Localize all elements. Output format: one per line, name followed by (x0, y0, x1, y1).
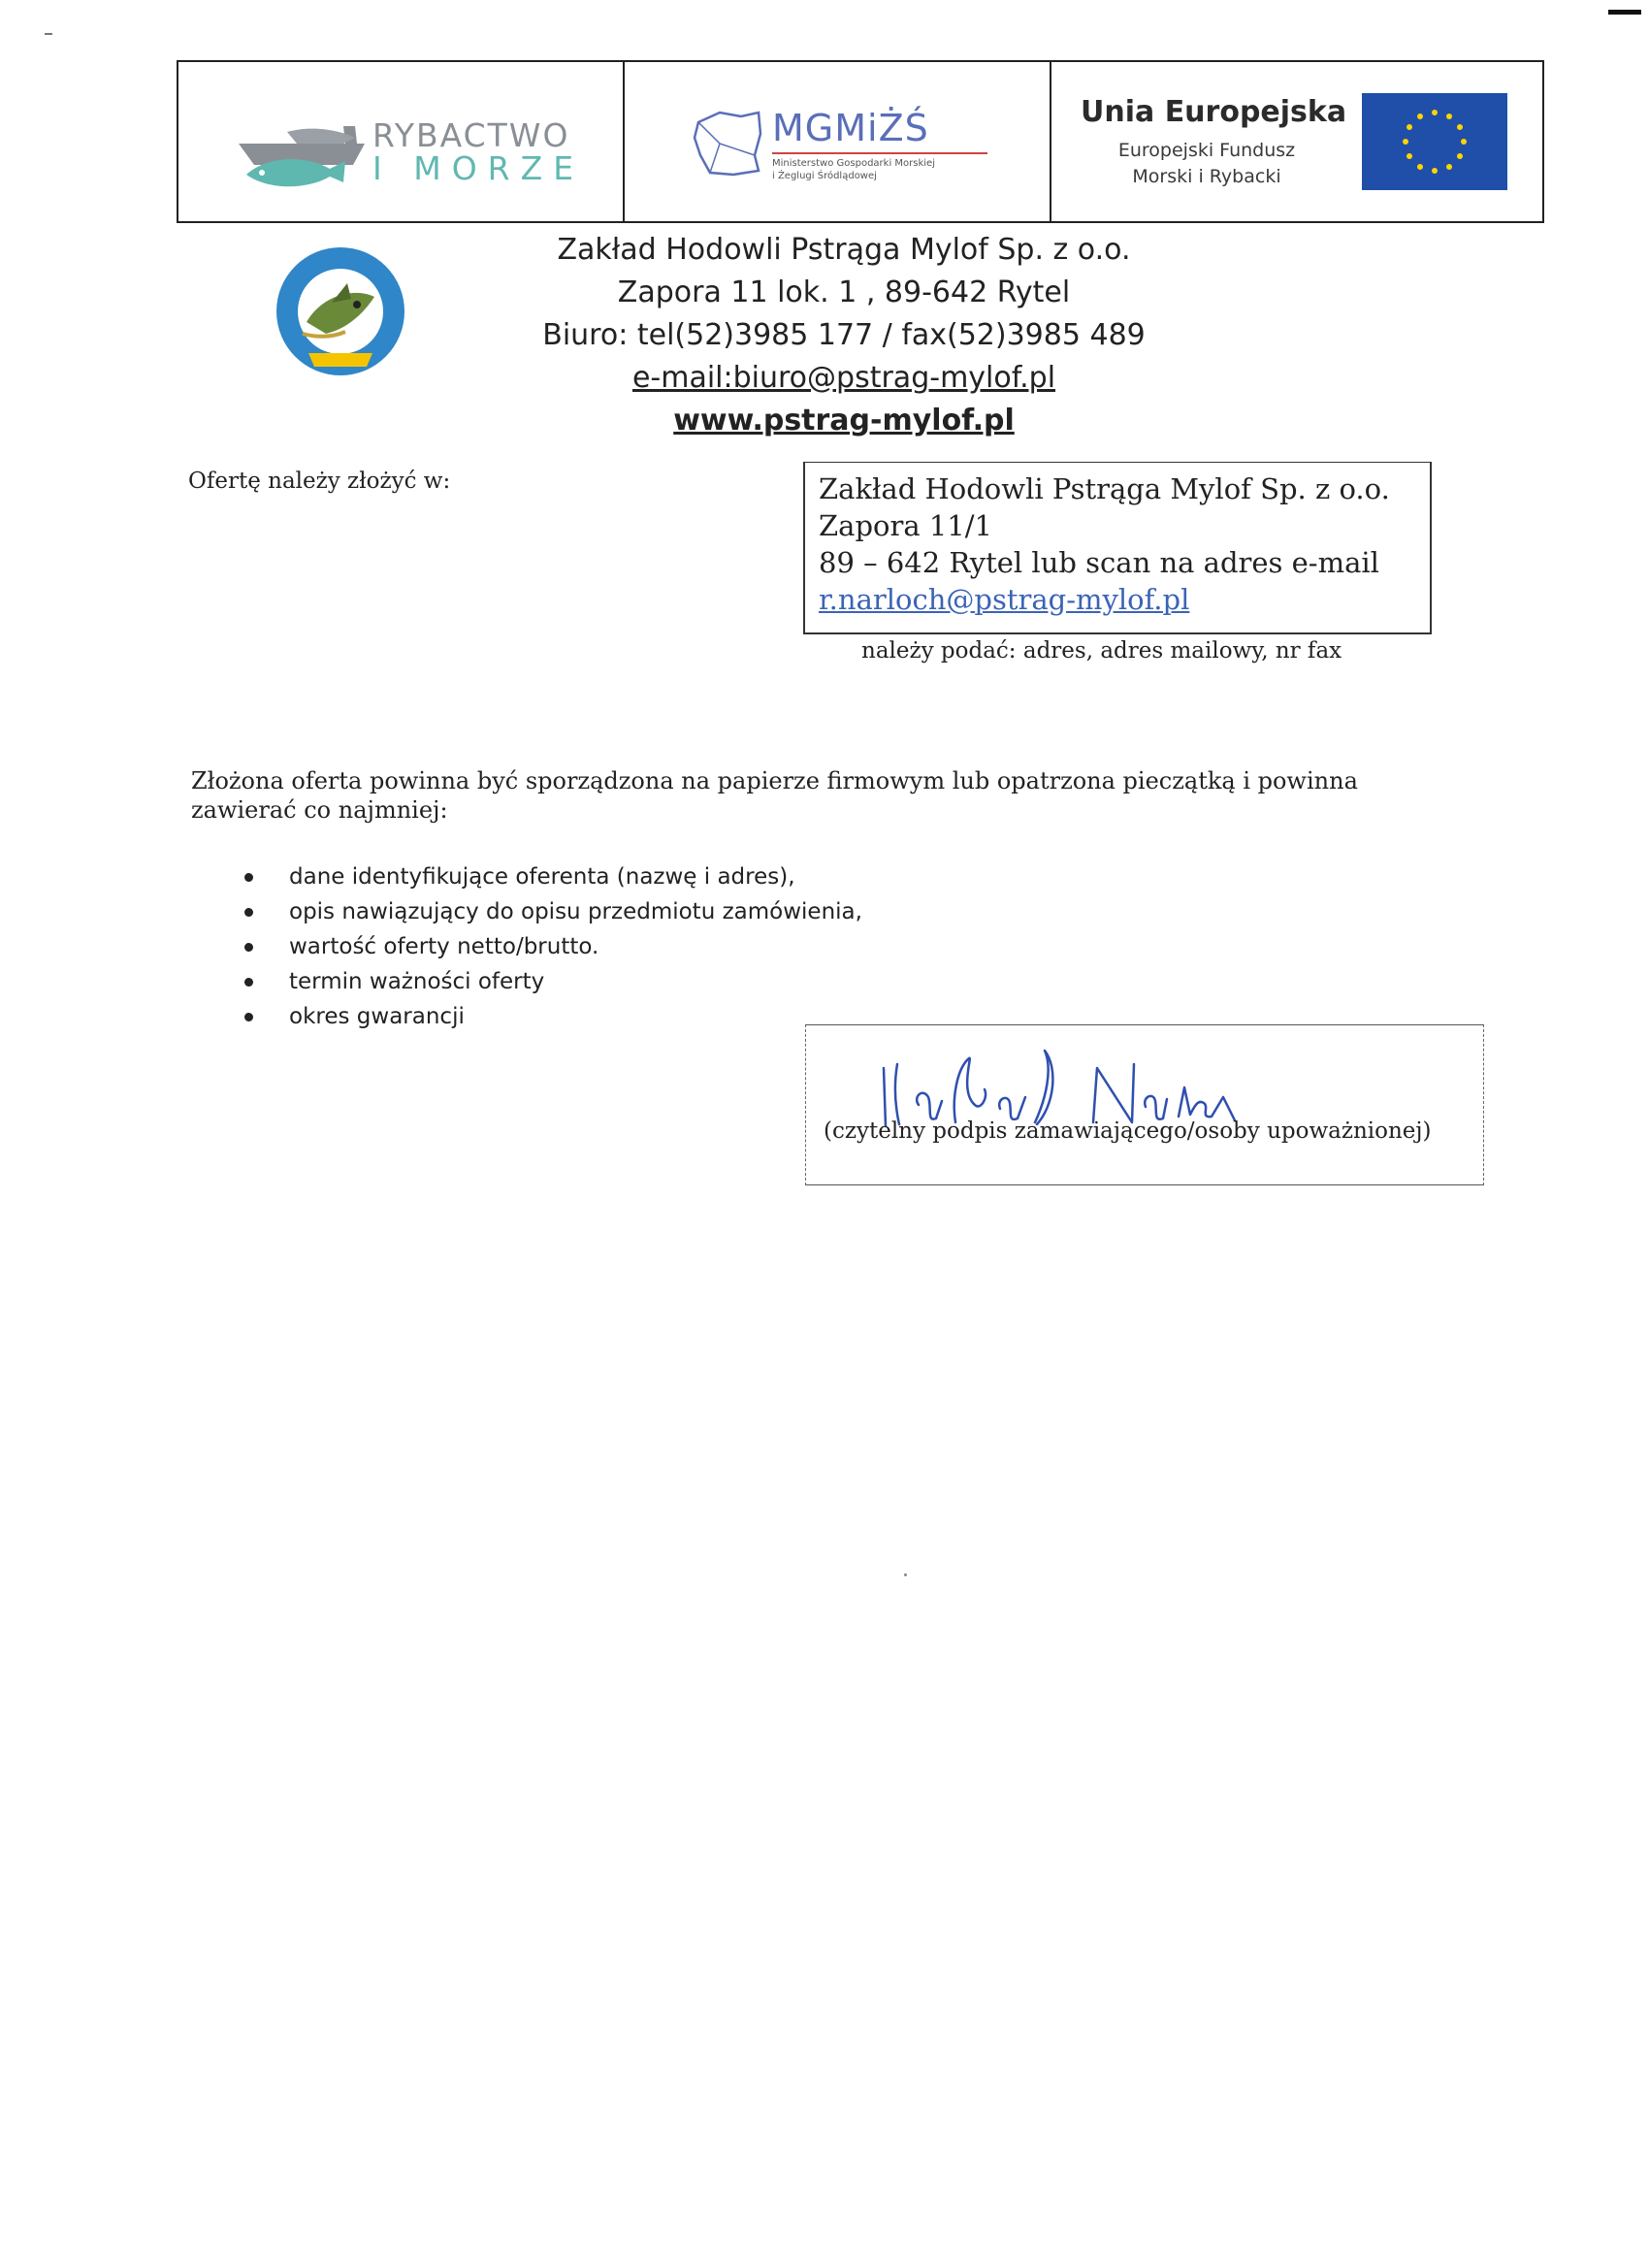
poland-map-icon (691, 105, 766, 180)
bullet-icon (244, 908, 253, 917)
eu-star-icon (1406, 153, 1412, 159)
company-name: Zakład Hodowli Pstrąga Mylof Sp. z o.o. (557, 233, 1131, 267)
ministry-logo-cell (623, 62, 1050, 221)
list-item (242, 964, 862, 999)
scan-speck (904, 1573, 907, 1576)
company-address: Zapora 11 lok. 1 , 89-642 Rytel (617, 275, 1071, 309)
list-item (242, 999, 862, 1034)
ministry-name (772, 157, 995, 182)
eu-fund-name (1081, 138, 1333, 190)
requirements-list (242, 859, 862, 1034)
eu-fund-line2: Morski i Rybacki (1132, 166, 1281, 187)
rybactwo-title: RYBACTWO (372, 116, 570, 154)
logo-header-band (177, 60, 1544, 223)
company-email[interactable]: e-mail:biuro@pstrag-mylof.pl (631, 361, 1056, 395)
bullet-icon (244, 943, 253, 952)
requirement-text: wartość oferty netto/brutto. (289, 934, 599, 959)
ministry-divider (772, 152, 987, 154)
company-contact-block (456, 229, 1232, 442)
eu-star-icon (1461, 139, 1467, 145)
offer-intro-paragraph: Złożona oferta powinna być sporządzona na papierze firmowym lub opatrzona pieczątką i powinna zawierać co najmniej: (191, 767, 1358, 824)
requirement-text: dane identyfikujące oferenta (nazwę i adres), (289, 864, 795, 890)
eu-star-icon (1403, 139, 1408, 145)
bullet-icon (244, 873, 253, 882)
offer-address-line: Zapora 11/1 (819, 509, 992, 542)
eu-star-icon (1417, 164, 1423, 170)
offer-submission-label: Ofertę należy złożyć w: (188, 469, 451, 494)
scan-edge-mark (45, 33, 52, 35)
ministry-acronym: MGMiŻŚ (772, 107, 929, 149)
list-item (242, 894, 862, 929)
eu-star-icon (1432, 110, 1438, 115)
requirement-text: okres gwarancji (289, 1004, 465, 1029)
eu-star-icon (1446, 113, 1452, 119)
requirement-text: opis nawiązujący do opisu przedmiotu zamówienia, (289, 899, 862, 924)
eu-star-icon (1457, 124, 1463, 130)
list-item (242, 929, 862, 964)
bullet-icon (244, 978, 253, 987)
offer-address-line: Zakład Hodowli Pstrąga Mylof Sp. z o.o. (819, 472, 1390, 505)
rybactwo-subtitle: I MORZE (372, 149, 585, 187)
ministry-name-line1: Ministerstwo Gospodarki Morskiej (772, 158, 935, 169)
eu-fund-line1: Europejski Fundusz (1117, 140, 1296, 161)
list-item (242, 859, 862, 894)
eu-star-icon (1457, 153, 1463, 159)
offer-email-link[interactable]: r.narloch@pstrag-mylof.pl (819, 583, 1190, 616)
signature-box (805, 1024, 1484, 1185)
mylof-trout-logo (274, 244, 407, 378)
eu-star-icon (1446, 164, 1452, 170)
ministry-name-line2: i Żeglugi Śródlądowej (772, 171, 877, 181)
requirement-text: termin ważności oferty (289, 969, 545, 994)
eu-flag-icon (1362, 93, 1507, 190)
eu-star-icon (1406, 124, 1412, 130)
eu-title: Unia Europejska (1081, 95, 1347, 129)
bullet-icon (244, 1013, 253, 1021)
offer-address-box (803, 462, 1432, 634)
eu-star-icon (1417, 113, 1423, 119)
company-website[interactable]: www.pstrag-mylof.pl (673, 404, 1015, 437)
offer-address-line: 89 – 642 Rytel lub scan na adres e-mail (819, 546, 1379, 579)
eu-star-icon (1432, 168, 1438, 174)
signature-caption: (czytelny podpis zamawiającego/osoby upoważnionej) (824, 1118, 1432, 1144)
company-phone-fax: Biuro: tel(52)3985 177 / fax(52)3985 489 (542, 318, 1146, 352)
scan-edge-mark (1608, 10, 1641, 15)
offer-requirements-note: należy podać: adres, adres mailowy, nr fax (861, 638, 1342, 664)
eu-logo-cell (1050, 62, 1542, 221)
rybactwo-logo-cell (178, 62, 623, 221)
